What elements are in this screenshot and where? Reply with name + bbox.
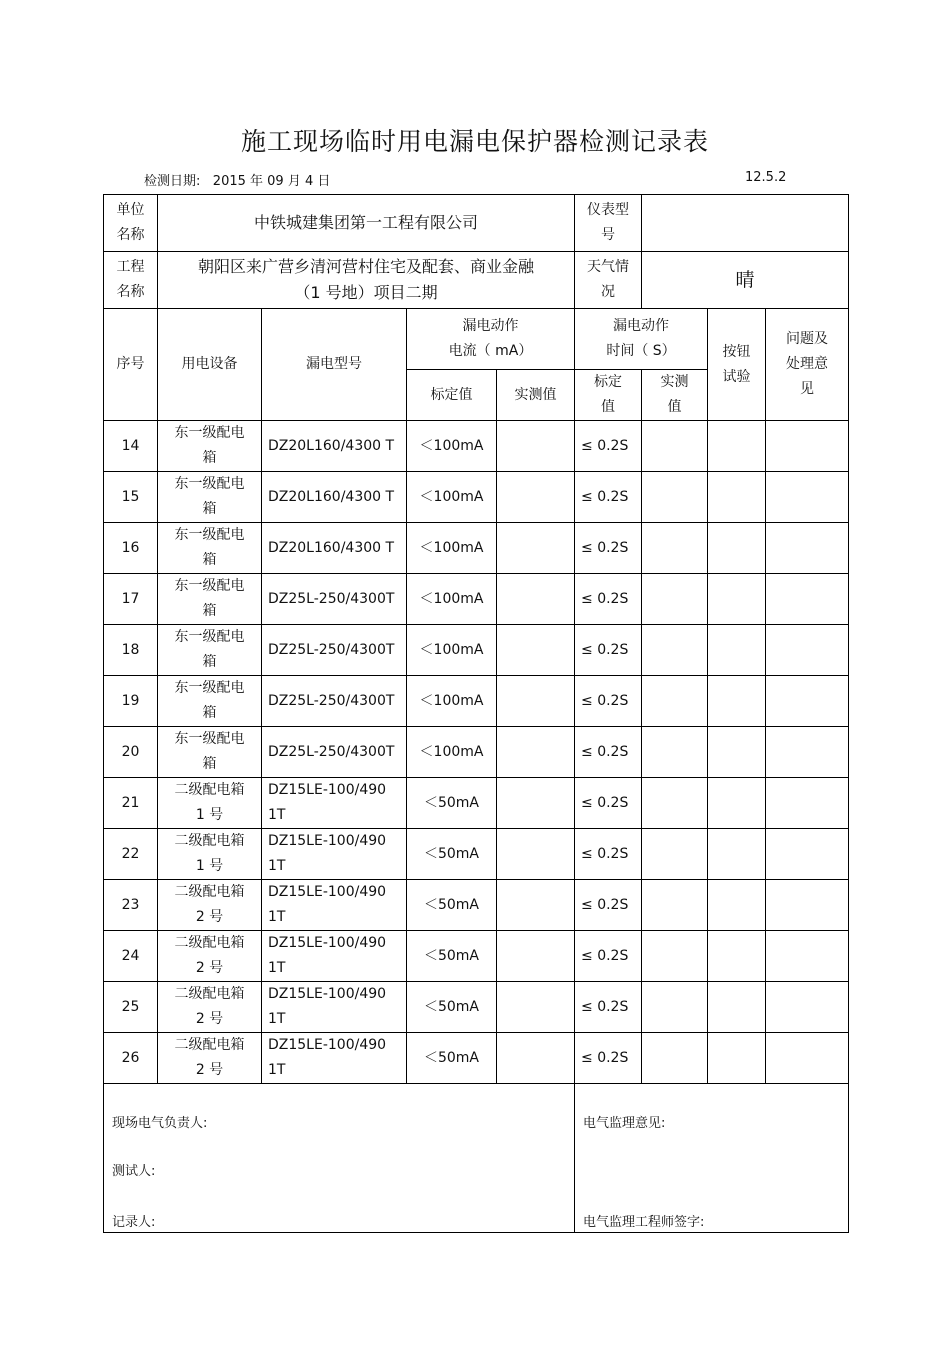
cell-issues — [766, 472, 849, 523]
cell-rated-time — [575, 574, 642, 625]
cell-measured-time — [642, 880, 708, 931]
col-issues — [766, 309, 849, 421]
cell-rated-current — [407, 523, 497, 574]
cell-equipment — [158, 676, 262, 727]
cell-model — [262, 676, 407, 727]
cell-rated-time-text: ≤ 0.2S — [581, 539, 629, 556]
col-rated-current: 标定值 — [407, 370, 497, 421]
cell-equipment-text: 东一级配电 箱 — [174, 629, 245, 670]
cell-seq-text: 23 — [121, 896, 140, 913]
project-row — [104, 252, 849, 309]
cell-equipment-text: 东一级配电 箱 — [174, 680, 245, 721]
date-value: 2015 年 09 月 4 日 — [212, 174, 331, 189]
table-row — [104, 931, 849, 982]
table-row — [104, 574, 849, 625]
col-button-test-text: 按钮 试验 — [722, 343, 751, 385]
cell-rated-time-text: ≤ 0.2S — [581, 1049, 629, 1066]
cell-rated-current-text: ＜50mA — [423, 845, 480, 862]
cell-rated-current-text: ＜100mA — [419, 488, 484, 505]
cell-measured-time — [642, 982, 708, 1033]
cell-measured-time — [642, 829, 708, 880]
cell-equipment-text: 二级配电箱 1 号 — [174, 782, 245, 823]
cell-seq-text: 26 — [121, 1049, 140, 1066]
cell-model-text: DZ20L160/4300 T — [268, 488, 395, 505]
table-row — [104, 421, 849, 472]
cell-model — [262, 574, 407, 625]
cell-seq — [104, 625, 158, 676]
cell-model-text: DZ15LE-100/490 1T — [268, 833, 387, 874]
cell-button-test — [708, 625, 766, 676]
column-header-row-1 — [104, 309, 849, 370]
cell-seq — [104, 727, 158, 778]
cell-measured-time — [642, 676, 708, 727]
cell-equipment-text: 二级配电箱 2 号 — [174, 1037, 245, 1078]
cell-rated-current-text: ＜50mA — [423, 896, 480, 913]
recorder-label: 记录人: — [112, 1215, 156, 1230]
cell-measured-current — [497, 676, 575, 727]
cell-issues — [766, 574, 849, 625]
cell-measured-time — [642, 421, 708, 472]
table-row — [104, 982, 849, 1033]
table-row — [104, 472, 849, 523]
cell-equipment — [158, 523, 262, 574]
cell-rated-current-text: ＜100mA — [419, 437, 484, 454]
cell-seq-text: 15 — [121, 488, 140, 505]
project-label — [104, 252, 158, 309]
cell-model-text: DZ15LE-100/490 1T — [268, 782, 387, 823]
col-current-group — [407, 309, 575, 370]
cell-model — [262, 931, 407, 982]
cell-model — [262, 523, 407, 574]
cell-seq — [104, 880, 158, 931]
cell-model-text: DZ15LE-100/490 1T — [268, 1037, 387, 1078]
supervisor-sign-label: 电气监理工程师签字: — [583, 1215, 705, 1230]
cell-model-text: DZ15LE-100/490 1T — [268, 986, 387, 1027]
inspection-table — [103, 194, 849, 1233]
cell-model — [262, 829, 407, 880]
cell-issues — [766, 880, 849, 931]
col-measured-current: 实测值 — [497, 370, 575, 421]
cell-seq-text: 19 — [121, 692, 140, 709]
cell-seq — [104, 676, 158, 727]
col-rated-time — [575, 370, 642, 421]
unit-label-text: 单位 名称 — [116, 202, 145, 243]
weather-label-text: 天气情 况 — [587, 259, 630, 300]
cell-seq — [104, 523, 158, 574]
cell-rated-time-text: ≤ 0.2S — [581, 896, 629, 913]
cell-rated-time — [575, 727, 642, 778]
cell-measured-current — [497, 523, 575, 574]
cell-rated-current — [407, 676, 497, 727]
cell-rated-time-text: ≤ 0.2S — [581, 590, 629, 607]
col-time-group-text: 漏电动作 时间（ S） — [606, 318, 676, 359]
cell-seq-text: 24 — [121, 947, 140, 964]
cell-model-text: DZ25L-250/4300T — [268, 743, 395, 760]
unit-label — [104, 195, 158, 252]
cell-seq-text: 14 — [121, 437, 140, 454]
cell-rated-current-text: ＜100mA — [419, 743, 484, 760]
cell-seq — [104, 931, 158, 982]
cell-rated-time — [575, 982, 642, 1033]
cell-rated-time-text: ≤ 0.2S — [581, 947, 629, 964]
cell-equipment-text: 二级配电箱 2 号 — [174, 884, 245, 925]
cell-equipment-text: 二级配电箱 2 号 — [174, 986, 245, 1027]
cell-seq — [104, 829, 158, 880]
cell-button-test — [708, 523, 766, 574]
cell-issues — [766, 727, 849, 778]
cell-rated-time — [575, 625, 642, 676]
cell-seq — [104, 472, 158, 523]
cell-rated-current-text: ＜100mA — [419, 641, 484, 658]
cell-measured-current — [497, 931, 575, 982]
page-title: 施工现场临时用电漏电保护器检测记录表 — [240, 127, 709, 156]
cell-model-text: DZ25L-250/4300T — [268, 641, 395, 658]
cell-model — [262, 880, 407, 931]
cell-rated-time-text: ≤ 0.2S — [581, 998, 629, 1015]
cell-rated-time-text: ≤ 0.2S — [581, 437, 629, 454]
cell-equipment — [158, 931, 262, 982]
cell-equipment — [158, 829, 262, 880]
cell-button-test — [708, 1033, 766, 1084]
cell-button-test — [708, 931, 766, 982]
cell-equipment — [158, 880, 262, 931]
cell-rated-time — [575, 778, 642, 829]
cell-measured-current — [497, 778, 575, 829]
supervisor-opinion-label: 电气监理意见: — [583, 1116, 666, 1131]
cell-rated-current-text: ＜100mA — [419, 590, 484, 607]
cell-model — [262, 1033, 407, 1084]
cell-equipment-text: 东一级配电 箱 — [174, 731, 245, 772]
cell-measured-current — [497, 880, 575, 931]
cell-measured-time — [642, 574, 708, 625]
cell-rated-time-text: ≤ 0.2S — [581, 488, 629, 505]
cell-equipment-text: 东一级配电 箱 — [174, 527, 245, 568]
cell-issues — [766, 1033, 849, 1084]
cell-seq-text: 17 — [121, 590, 140, 607]
cell-seq — [104, 982, 158, 1033]
cell-rated-current — [407, 625, 497, 676]
table-row — [104, 676, 849, 727]
cell-rated-current-text: ＜50mA — [423, 998, 480, 1015]
cell-rated-current — [407, 778, 497, 829]
weather-value: 晴 — [642, 252, 849, 309]
table-row — [104, 625, 849, 676]
signature-row — [104, 1084, 849, 1233]
cell-rated-time-text: ≤ 0.2S — [581, 692, 629, 709]
col-equipment: 用电设备 — [158, 309, 262, 421]
col-seq: 序号 — [104, 309, 158, 421]
cell-measured-time — [642, 625, 708, 676]
cell-rated-current-text: ＜50mA — [423, 794, 480, 811]
cell-seq — [104, 778, 158, 829]
col-rated-time-text: 标定 值 — [594, 374, 623, 415]
cell-rated-time — [575, 880, 642, 931]
cell-rated-current-text: ＜100mA — [419, 539, 484, 556]
cell-rated-time — [575, 829, 642, 880]
cell-button-test — [708, 574, 766, 625]
cell-rated-time — [575, 1033, 642, 1084]
cell-seq-text: 20 — [121, 743, 140, 760]
cell-measured-time — [642, 778, 708, 829]
cell-issues — [766, 829, 849, 880]
inspection-date — [144, 170, 330, 189]
cell-button-test — [708, 472, 766, 523]
project-label-text: 工程 名称 — [116, 259, 145, 300]
cell-issues — [766, 778, 849, 829]
cell-measured-current — [497, 727, 575, 778]
cell-measured-time — [642, 472, 708, 523]
cell-equipment-text: 东一级配电 箱 — [174, 425, 245, 466]
unit-value: 中铁城建集团第一工程有限公司 — [158, 195, 575, 252]
cell-issues — [766, 982, 849, 1033]
cell-model — [262, 472, 407, 523]
cell-rated-current-text: ＜100mA — [419, 692, 484, 709]
cell-issues — [766, 676, 849, 727]
cell-measured-current — [497, 982, 575, 1033]
table-row — [104, 880, 849, 931]
table-row — [104, 829, 849, 880]
cell-equipment-text: 二级配电箱 1 号 — [174, 833, 245, 874]
signature-right — [575, 1084, 849, 1233]
date-label: 检测日期: — [144, 174, 201, 189]
cell-issues — [766, 421, 849, 472]
cell-button-test — [708, 778, 766, 829]
cell-button-test — [708, 727, 766, 778]
cell-rated-time-text: ≤ 0.2S — [581, 743, 629, 760]
cell-model — [262, 727, 407, 778]
project-value — [158, 252, 575, 309]
cell-measured-current — [497, 421, 575, 472]
cell-measured-time — [642, 931, 708, 982]
cell-equipment-text: 东一级配电 箱 — [174, 476, 245, 517]
weather-label — [575, 252, 642, 309]
unit-row — [104, 195, 849, 252]
cell-model — [262, 625, 407, 676]
cell-rated-current — [407, 829, 497, 880]
col-model: 漏电型号 — [262, 309, 407, 421]
document-number: 12.5.2 — [745, 170, 787, 185]
cell-equipment-text: 东一级配电 箱 — [174, 578, 245, 619]
cell-model-text: DZ25L-250/4300T — [268, 692, 395, 709]
table-row — [104, 727, 849, 778]
cell-measured-current — [497, 472, 575, 523]
col-button-test — [708, 309, 766, 421]
cell-equipment-text: 二级配电箱 2 号 — [174, 935, 245, 976]
cell-rated-current — [407, 727, 497, 778]
cell-issues — [766, 625, 849, 676]
cell-rated-current — [407, 574, 497, 625]
cell-rated-time-text: ≤ 0.2S — [581, 845, 629, 862]
cell-button-test — [708, 676, 766, 727]
cell-equipment — [158, 625, 262, 676]
cell-rated-current — [407, 1033, 497, 1084]
cell-equipment — [158, 1033, 262, 1084]
cell-rated-current — [407, 982, 497, 1033]
cell-rated-current-text: ＜50mA — [423, 1049, 480, 1066]
table-row — [104, 778, 849, 829]
cell-rated-current — [407, 472, 497, 523]
cell-equipment — [158, 727, 262, 778]
cell-rated-current — [407, 931, 497, 982]
col-issues-text: 问题及 处理意 见 — [786, 331, 829, 397]
cell-measured-current — [497, 625, 575, 676]
cell-measured-current — [497, 1033, 575, 1084]
cell-rated-time — [575, 931, 642, 982]
cell-button-test — [708, 829, 766, 880]
cell-equipment — [158, 421, 262, 472]
cell-model — [262, 778, 407, 829]
cell-measured-current — [497, 829, 575, 880]
col-current-group-text: 漏电动作 电流（ mA） — [448, 318, 533, 359]
cell-model — [262, 421, 407, 472]
cell-equipment — [158, 778, 262, 829]
cell-seq — [104, 421, 158, 472]
cell-measured-time — [642, 727, 708, 778]
cell-seq-text: 18 — [121, 641, 140, 658]
col-measured-time-text: 实测 值 — [660, 374, 689, 415]
cell-rated-time — [575, 523, 642, 574]
cell-model-text: DZ25L-250/4300T — [268, 590, 395, 607]
cell-button-test — [708, 982, 766, 1033]
cell-model-text: DZ15LE-100/490 1T — [268, 884, 387, 925]
meter-value — [642, 195, 849, 252]
cell-model-text: DZ20L160/4300 T — [268, 539, 395, 556]
tester-label: 测试人: — [112, 1164, 156, 1179]
cell-seq — [104, 574, 158, 625]
meter-label-text: 仪表型 号 — [587, 202, 630, 243]
cell-model — [262, 982, 407, 1033]
cell-rated-time-text: ≤ 0.2S — [581, 641, 629, 658]
meter-label — [575, 195, 642, 252]
table-row — [104, 523, 849, 574]
cell-seq — [104, 1033, 158, 1084]
cell-rated-time — [575, 676, 642, 727]
cell-model-text: DZ20L160/4300 T — [268, 437, 395, 454]
col-measured-time — [642, 370, 708, 421]
cell-rated-time-text: ≤ 0.2S — [581, 794, 629, 811]
cell-equipment — [158, 982, 262, 1033]
cell-measured-time — [642, 523, 708, 574]
cell-rated-time — [575, 421, 642, 472]
col-time-group — [575, 309, 708, 370]
cell-issues — [766, 523, 849, 574]
cell-model-text: DZ15LE-100/490 1T — [268, 935, 387, 976]
cell-rated-current — [407, 421, 497, 472]
cell-issues — [766, 931, 849, 982]
cell-rated-current — [407, 880, 497, 931]
cell-seq-text: 22 — [121, 845, 140, 862]
cell-button-test — [708, 880, 766, 931]
cell-rated-time — [575, 472, 642, 523]
cell-equipment — [158, 472, 262, 523]
cell-button-test — [708, 421, 766, 472]
cell-rated-current-text: ＜50mA — [423, 947, 480, 964]
table-row — [104, 1033, 849, 1084]
project-value-text: 朝阳区来广营乡清河营村住宅及配套、商业金融 （1 号地）项目二期 — [198, 257, 535, 302]
cell-seq-text: 21 — [121, 794, 140, 811]
cell-seq-text: 25 — [121, 998, 140, 1015]
cell-equipment — [158, 574, 262, 625]
signature-left — [104, 1084, 575, 1233]
site-manager-label: 现场电气负责人: — [112, 1116, 208, 1131]
cell-measured-time — [642, 1033, 708, 1084]
cell-measured-current — [497, 574, 575, 625]
cell-seq-text: 16 — [121, 539, 140, 556]
